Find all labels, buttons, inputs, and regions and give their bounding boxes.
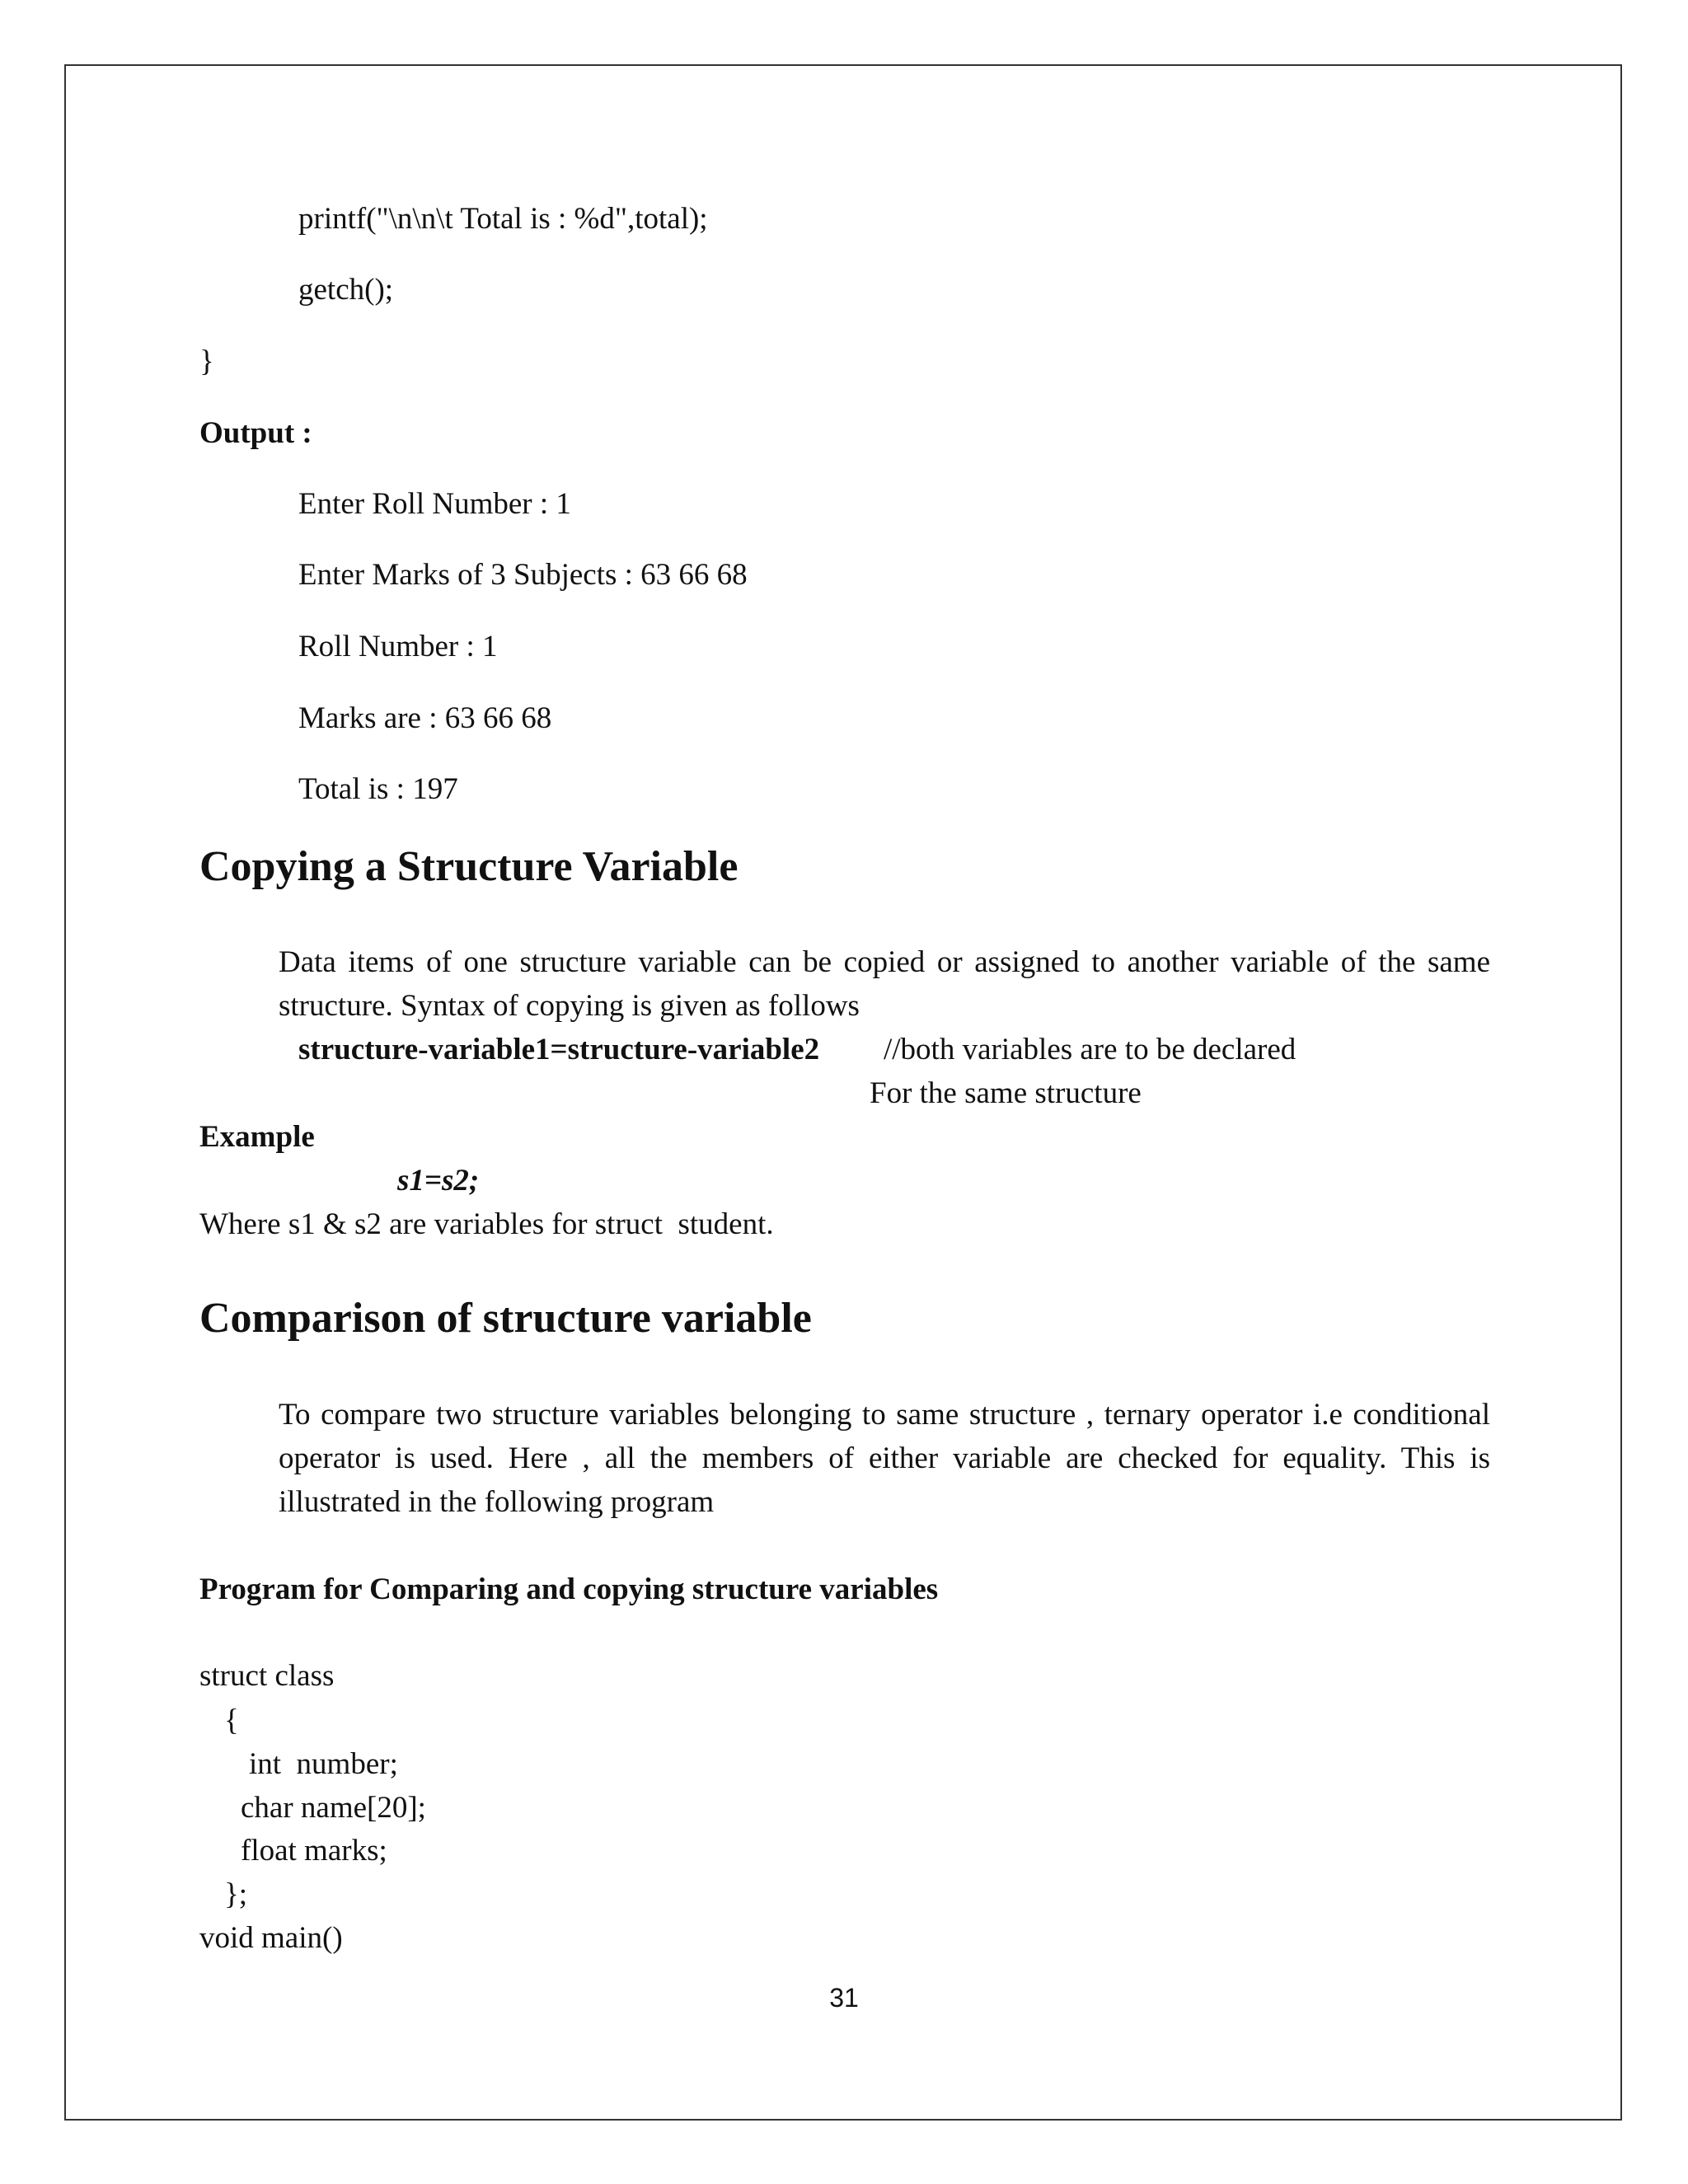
output-line-3: Roll Number : 1 [298,630,498,663]
example-note: Where s1 & s2 are variables for struct student. [199,1207,774,1241]
paragraph-comparison: To compare two structure variables belonging to same structure , ternary operator i.e conditional operator is used. Here , all the members of either variable are checked for equality. This is illustrated in the following program [279,1398,1490,1519]
example-label: Example [199,1120,315,1154]
paragraph-copying: Data items of one structure variable can be copied or assigned to another variable of the same structure. Syntax of copying is given as follows [279,945,1490,1023]
syntax-comment: //both variables are to be declared [884,1033,1296,1066]
output-line-5: Total is : 197 [298,772,458,806]
code-line-printf: printf("\n\n\t Total is : %d",total); [298,202,708,236]
syntax-code: structure-variable1=structure-variable2 [298,1033,820,1066]
program-title: Program for Comparing and copying structure variables [199,1572,939,1606]
program-line: float marks; [241,1834,387,1868]
heading-comparison: Comparison of structure variable [199,1295,812,1342]
program-line: struct class [199,1659,335,1693]
program-line: int number; [249,1747,398,1781]
example-code: s1=s2; [397,1164,480,1197]
program-line: }; [224,1877,248,1911]
output-label: Output : [199,416,312,450]
program-line: { [224,1704,239,1737]
output-line-1: Enter Roll Number : 1 [298,487,571,521]
program-line: char name[20]; [241,1791,426,1825]
code-line-getch: getch(); [298,273,394,307]
output-line-4: Marks are : 63 66 68 [298,701,552,735]
output-line-2: Enter Marks of 3 Subjects : 63 66 68 [298,558,748,592]
code-line-close-brace: } [199,344,214,378]
syntax-comment-continued: For the same structure [870,1076,1142,1110]
heading-copying: Copying a Structure Variable [199,843,738,890]
page-number: 31 [829,1983,859,2013]
program-line: void main() [199,1921,343,1955]
